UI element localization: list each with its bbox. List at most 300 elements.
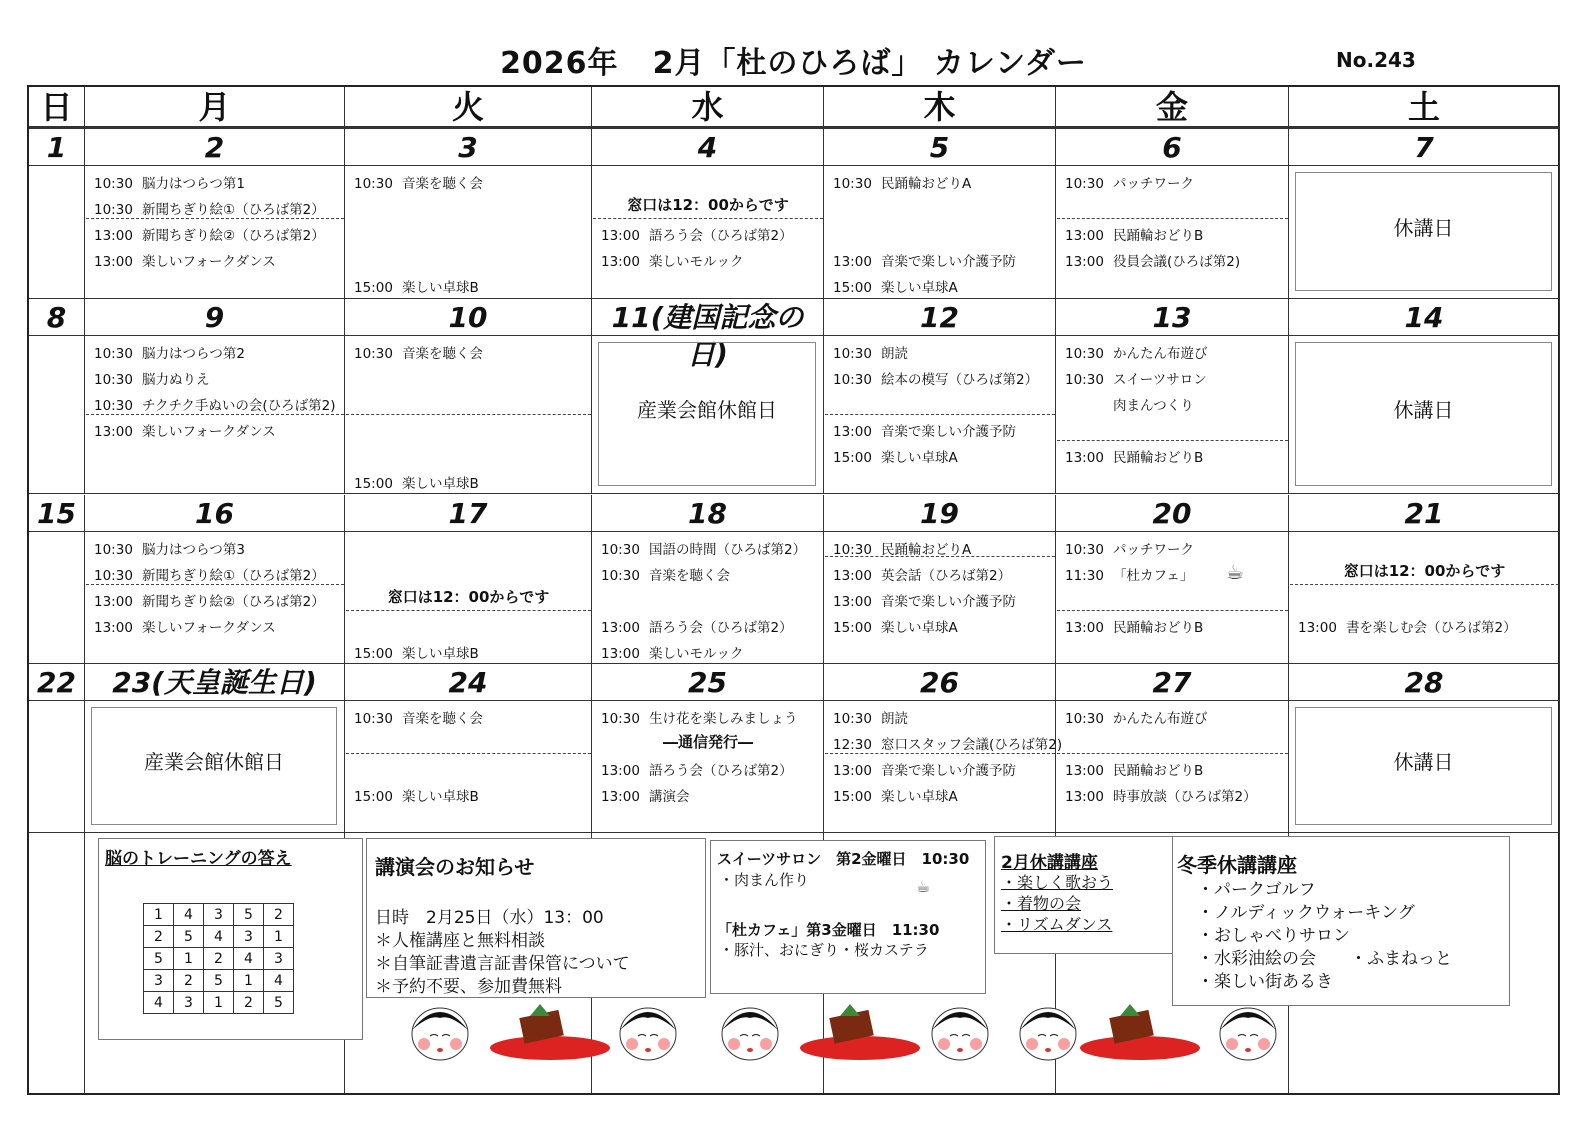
event-time: 10:30: [1065, 372, 1104, 388]
grid-cell: 3: [204, 904, 234, 926]
day-number: 27: [1152, 666, 1192, 699]
winter-item: ・ノルディックウォーキング: [1197, 903, 1415, 923]
day-number-cell: [1056, 299, 1289, 336]
day-number: 16: [195, 497, 234, 530]
session-divider: [346, 753, 591, 754]
event-item: [94, 564, 325, 584]
grid-cell: 1: [174, 948, 204, 970]
day-number: 24: [448, 666, 488, 699]
event-title: 楽しい卓球A: [881, 620, 958, 636]
event-time: 10:30: [601, 711, 640, 727]
weekday-header: 日: [29, 87, 85, 129]
day-number-cell: [824, 299, 1056, 336]
event-item: [1065, 564, 1193, 584]
event-time: 13:00: [94, 424, 133, 440]
day-number-cell: [824, 495, 1056, 532]
event-item: [94, 394, 336, 414]
event-item: [94, 224, 325, 244]
event-time: 13:00: [1065, 763, 1104, 779]
event-time: 15:00: [354, 280, 393, 296]
event-time: 10:30: [94, 202, 133, 218]
page-title: 2026年 2月「杜のひろば」 カレンダー: [500, 46, 1087, 81]
day-number-cell: [345, 664, 592, 701]
event-title: 脳力はつらつ第3: [142, 542, 245, 558]
event-item: [94, 420, 276, 440]
event-item: [1298, 616, 1517, 636]
day-number-cell: [85, 299, 345, 336]
event-time: 10:30: [601, 568, 640, 584]
day-number-cell: [345, 129, 592, 166]
day-number-cell: [592, 299, 824, 371]
event-title: 楽しいフォークダンス: [142, 254, 276, 270]
event-item: [601, 759, 793, 779]
winter-closed-box: [1172, 836, 1510, 1006]
otafuku-face-icon: [722, 1008, 778, 1060]
event-time: 13:00: [833, 424, 872, 440]
event-title: 楽しい卓球A: [881, 789, 958, 805]
event-title: 民踊輪おどりB: [1113, 620, 1204, 636]
event-time: 13:00: [601, 254, 640, 270]
grid-cell: 2: [204, 948, 234, 970]
lecture-line: ＊人権講座と無料相談: [375, 931, 545, 951]
event-title: 脳力はつらつ第2: [142, 346, 245, 362]
event-title: 音楽で楽しい介護予防: [881, 594, 1016, 610]
event-time: 13:00: [94, 228, 133, 244]
day-cell: [1289, 701, 1560, 833]
day-number: 12: [920, 301, 959, 334]
lecture-notice-box: [366, 838, 706, 998]
event-title: スイーツサロン: [1113, 372, 1207, 388]
day-number-cell: [1056, 495, 1289, 532]
grid-cell: 2: [174, 970, 204, 992]
lecture-line: 日時 2月25日（水）13：00: [375, 908, 604, 928]
winter-item: ・楽しい街あるき: [1197, 972, 1333, 992]
event-title: 肉まんつくり: [1113, 398, 1194, 414]
event-title: 新聞ちぎり絵①（ひろば第2）: [142, 202, 325, 218]
event-title: 楽しいモルック: [649, 646, 744, 662]
event-item: [1065, 224, 1203, 244]
event-item: [1065, 394, 1194, 414]
event-title: 新聞ちぎり絵①（ひろば第2）: [142, 568, 325, 584]
day-number-cell: [85, 664, 345, 701]
day-number: 21: [1404, 497, 1444, 530]
event-time: 10:30: [833, 372, 872, 388]
event-item: [94, 250, 276, 270]
closed-day-frame: 休講日: [1295, 707, 1552, 825]
event-item: [354, 707, 483, 727]
event-item: [833, 446, 958, 466]
event-title: 語ろう会（ひろば第2）: [649, 620, 793, 636]
day-number: 26: [920, 666, 959, 699]
event-time: 13:00: [1065, 450, 1104, 466]
brain-training-box: [98, 838, 363, 1040]
grid-cell: 1: [234, 970, 264, 992]
day-number: 2: [204, 131, 225, 164]
day-number: 20: [1152, 497, 1192, 530]
session-divider: [86, 414, 344, 415]
session-divider: [1057, 610, 1288, 611]
event-title: 楽しいフォークダンス: [142, 424, 276, 440]
brain-training-title: 脳のトレーニングの答え: [105, 849, 292, 869]
event-time: 13:00: [94, 594, 133, 610]
event-item: [354, 472, 479, 492]
weekday-header: 土: [1289, 87, 1560, 129]
sweets-cafe-box: [710, 840, 986, 994]
event-item: [601, 707, 798, 727]
event-title: 語ろう会（ひろば第2）: [649, 763, 793, 779]
grid-cell: 4: [144, 992, 174, 1014]
event-item: [601, 538, 806, 558]
event-title: 音楽を聴く会: [649, 568, 730, 584]
closed-day-frame: 産業会館休館日: [91, 707, 337, 825]
day-number-cell: [85, 495, 345, 532]
event-item: [833, 564, 1011, 584]
event-title: 音楽で楽しい介護予防: [881, 424, 1016, 440]
issue-number: No.243: [1336, 48, 1416, 72]
cafe-line: 「杜カフェ」第3金曜日 11:30: [717, 921, 940, 939]
day-number: 14: [1404, 301, 1444, 334]
event-title: 新聞ちぎり絵②（ひろば第2）: [142, 228, 325, 244]
event-title: 音楽を聴く会: [402, 711, 483, 727]
session-divider: [593, 218, 823, 219]
event-item: [601, 616, 793, 636]
event-time: 15:00: [833, 450, 872, 466]
event-item: [601, 564, 730, 584]
day-number: 3: [458, 131, 478, 164]
event-time: 13:00: [833, 568, 872, 584]
event-time: 10:30: [354, 176, 393, 192]
notice-text: ―通信発行―: [662, 733, 753, 751]
cafe-item: ・豚汁、おにぎり・桜カステラ: [719, 941, 929, 959]
event-title: 民踊輪おどりA: [881, 176, 972, 192]
day-number: 15: [37, 497, 76, 530]
event-item: [94, 616, 276, 636]
winter-item: ・水彩油絵の会 ・ふまねっと: [1197, 949, 1452, 969]
grid-cell: 4: [234, 948, 264, 970]
feb-closed-title: 2月休講講座: [1001, 853, 1098, 873]
grid-cell: 5: [144, 948, 174, 970]
grid-cell: 3: [144, 970, 174, 992]
event-title: 国語の時間（ひろば第2）: [649, 542, 807, 558]
event-item: [601, 642, 744, 662]
weekday-header: 木: [824, 87, 1056, 129]
event-title: かんたん布遊び: [1113, 711, 1208, 727]
event-title: 書を楽しむ会（ひろば第2）: [1346, 620, 1517, 636]
notice-text: 窓口は12：00からです: [387, 588, 550, 606]
event-item: [94, 538, 245, 558]
session-divider: [825, 414, 1055, 415]
feb-closed-item: ・楽しく歌おう: [1001, 873, 1114, 892]
day-cell: [592, 336, 824, 494]
grid-cell: 1: [204, 992, 234, 1014]
grid-cell: 2: [234, 992, 264, 1014]
event-title: 絵本の模写（ひろば第2）: [881, 372, 1039, 388]
event-time: 13:00: [601, 228, 640, 244]
closed-day-frame: 休講日: [1295, 342, 1552, 486]
event-time: 13:00: [1065, 228, 1104, 244]
day-number-cell: [29, 129, 85, 166]
event-title: 民踊輪おどりB: [1113, 450, 1204, 466]
sweets-salon-line: スイーツサロン 第2金曜日 10:30: [717, 850, 970, 868]
weekday-header: 月: [85, 87, 345, 129]
lecture-line: ＊予約不要、参加費無料: [375, 977, 562, 997]
day-cell: [85, 701, 345, 833]
day-number: 11(建国記念の日): [611, 301, 804, 371]
event-item: [833, 759, 1016, 779]
event-item: [833, 250, 1016, 270]
cup-icon: ☕: [1226, 560, 1244, 584]
event-item: [833, 276, 958, 296]
event-title: 音楽を聴く会: [402, 176, 483, 192]
event-title: 脳力ぬりえ: [142, 372, 210, 388]
grid-cell: 3: [264, 948, 294, 970]
event-time: 10:30: [94, 176, 133, 192]
event-title: 楽しいフォークダンス: [142, 620, 276, 636]
day-number: 13: [1152, 301, 1192, 334]
event-item: [833, 785, 958, 805]
event-time: 15:00: [833, 789, 872, 805]
event-time: 10:30: [94, 346, 133, 362]
grid-cell: 1: [144, 904, 174, 926]
weekday-header: 水: [592, 87, 824, 129]
event-time: 13:00: [94, 254, 133, 270]
grid-cell: 2: [144, 926, 174, 948]
event-time: 13:00: [833, 763, 872, 779]
event-time: 10:30: [1065, 176, 1104, 192]
event-time: 10:30: [354, 346, 393, 362]
event-title: 音楽を聴く会: [402, 346, 483, 362]
otafuku-face-icon: [1220, 1008, 1276, 1060]
day-number: 22: [37, 666, 76, 699]
session-divider: [86, 218, 344, 219]
weekday-header: 金: [1056, 87, 1289, 129]
event-time: 10:30: [94, 568, 133, 584]
event-time: 15:00: [354, 476, 393, 492]
day-number-cell: [345, 495, 592, 532]
day-number: 23(天皇誕生日): [112, 666, 317, 699]
day-number-cell: [592, 129, 824, 166]
notice-text: 窓口は12：00からです: [1343, 562, 1506, 580]
event-item: [1065, 538, 1194, 558]
session-divider: [1057, 753, 1288, 754]
feb-closed-box: [994, 836, 1178, 954]
day-number: 19: [920, 497, 959, 530]
day-cell: [1289, 336, 1560, 494]
event-title: 音楽で楽しい介護予防: [881, 763, 1016, 779]
day-number: 4: [697, 131, 718, 164]
event-time: 10:30: [1065, 711, 1104, 727]
event-time: 13:00: [833, 254, 872, 270]
day-number: 10: [448, 301, 488, 334]
day-number: 9: [204, 301, 225, 334]
session-divider: [1057, 440, 1288, 441]
event-item: [1065, 446, 1203, 466]
lecture-title: 講演会のお知らせ: [375, 855, 535, 879]
event-item: [833, 368, 1038, 388]
grid-cell: 3: [174, 992, 204, 1014]
day-cell: [29, 166, 85, 299]
day-number-cell: [1289, 299, 1560, 336]
event-title: 朗読: [881, 346, 908, 362]
grid-cell: 1: [264, 926, 294, 948]
event-title: 楽しい卓球A: [881, 280, 958, 296]
grid-cell: 5: [234, 904, 264, 926]
empty-cell: [29, 833, 85, 1093]
event-time: 13:00: [601, 789, 640, 805]
event-time: 13:00: [1298, 620, 1337, 636]
day-cell: [1289, 532, 1560, 664]
otafuku-face-icon: [1020, 1008, 1076, 1060]
event-title: 民踊輪おどりB: [1113, 763, 1204, 779]
grid-cell: 4: [264, 970, 294, 992]
grid-cell: 5: [264, 992, 294, 1014]
event-title: 「杜カフェ」: [1113, 568, 1194, 584]
day-number-cell: [1289, 495, 1560, 532]
event-time: 10:30: [833, 542, 872, 558]
event-item: [94, 172, 245, 192]
event-title: 楽しい卓球A: [881, 450, 958, 466]
grid-cell: 2: [264, 904, 294, 926]
event-time: 10:30: [833, 711, 872, 727]
event-time: 13:00: [1065, 789, 1104, 805]
grid-cell: 4: [174, 904, 204, 926]
session-divider: [1290, 584, 1559, 585]
event-time: 15:00: [354, 789, 393, 805]
event-time: 10:30: [833, 176, 872, 192]
event-time: 10:30: [1065, 542, 1104, 558]
day-number-cell: [29, 299, 85, 336]
answer-grid: [143, 903, 294, 1014]
event-title: 新聞ちぎり絵②（ひろば第2）: [142, 594, 325, 610]
event-item: [833, 733, 1062, 753]
event-item: [833, 342, 908, 362]
session-divider: [1057, 218, 1288, 219]
feb-closed-item: ・リズムダンス: [1001, 915, 1113, 934]
event-time: 13:00: [833, 594, 872, 610]
event-time: 13:00: [601, 646, 640, 662]
session-divider: [86, 584, 344, 585]
day-cell: [1289, 166, 1560, 299]
day-cell: [29, 336, 85, 494]
event-title: 民踊輪おどりA: [881, 542, 972, 558]
closed-day-frame: 産業会館休館日: [598, 342, 816, 486]
event-item: [601, 224, 793, 244]
event-item: [1065, 616, 1203, 636]
sweets-item: ・肉まん作り: [719, 871, 810, 889]
day-number: 17: [448, 497, 488, 530]
event-title: 窓口スタッフ会議(ひろば第2): [881, 737, 1063, 753]
weekday-header: 火: [345, 87, 592, 129]
event-item: [354, 785, 479, 805]
grid-cell: 4: [204, 926, 234, 948]
session-divider: [825, 556, 1055, 557]
hina-doll-icon: [800, 1004, 920, 1060]
closed-day-frame: 休講日: [1295, 172, 1552, 291]
day-number-cell: [1289, 664, 1560, 701]
event-title: 朗読: [881, 711, 908, 727]
event-title: パッチワーク: [1113, 542, 1194, 558]
grid-cell: 5: [174, 926, 204, 948]
event-title: 楽しい卓球B: [402, 646, 479, 662]
event-title: 楽しい卓球B: [402, 280, 479, 296]
event-title: 音楽で楽しい介護予防: [881, 254, 1016, 270]
event-time: 15:00: [354, 646, 393, 662]
otafuku-face-icon: [412, 1008, 468, 1060]
event-item: [833, 707, 908, 727]
event-item: [1065, 759, 1203, 779]
event-item: [1065, 172, 1194, 192]
event-item: [94, 368, 210, 388]
event-time: 10:30: [1065, 346, 1104, 362]
day-number: 1: [46, 131, 67, 164]
event-time: 13:00: [94, 620, 133, 636]
event-time: 13:00: [1065, 254, 1104, 270]
day-number-cell: [592, 664, 824, 701]
grid-cell: 5: [204, 970, 234, 992]
grid-cell: 3: [234, 926, 264, 948]
event-item: [601, 250, 744, 270]
lecture-line: ＊自筆証書遺言証書保管について: [375, 954, 630, 974]
winter-item: ・パークゴルフ: [1197, 880, 1316, 900]
event-time: 10:30: [94, 542, 133, 558]
event-item: [94, 590, 325, 610]
event-title: 脳力はつらつ第1: [142, 176, 245, 192]
event-item: [354, 172, 483, 192]
day-number-cell: [824, 129, 1056, 166]
day-number-cell: [85, 129, 345, 166]
session-divider: [825, 753, 1055, 754]
event-time: 12:30: [833, 737, 872, 753]
event-item: [354, 642, 479, 662]
event-time: 10:30: [601, 542, 640, 558]
day-number-cell: [824, 664, 1056, 701]
event-item: [354, 276, 479, 296]
day-number: 28: [1404, 666, 1444, 699]
day-number-cell: [29, 664, 85, 701]
event-time: 10:30: [94, 372, 133, 388]
event-title: 民踊輪おどりB: [1113, 228, 1204, 244]
event-title: 楽しいモルック: [649, 254, 744, 270]
day-number-cell: [29, 495, 85, 532]
event-item: [833, 616, 958, 636]
event-time: 13:00: [601, 763, 640, 779]
event-time: 13:00: [1065, 620, 1104, 636]
day-number-cell: [1056, 129, 1289, 166]
event-title: 講演会: [649, 789, 690, 805]
event-time: 13:00: [601, 620, 640, 636]
winter-item: ・おしゃべりサロン: [1197, 926, 1350, 946]
otafuku-face-icon: [620, 1008, 676, 1060]
event-time: 10:30: [94, 398, 133, 414]
winter-closed-title: 冬季休講講座: [1177, 853, 1297, 877]
event-title: 英会話（ひろば第2）: [881, 568, 1012, 584]
day-number: 18: [688, 497, 727, 530]
event-title: 生け花を楽しみましょう: [649, 711, 798, 727]
decorative-illustration: [400, 998, 1300, 1062]
event-item: [601, 785, 690, 805]
hina-doll-icon: [490, 1004, 610, 1060]
otafuku-face-icon: [932, 1008, 988, 1060]
event-item: [1065, 368, 1207, 388]
event-item: [94, 198, 325, 218]
feb-closed-item: ・着物の会: [1001, 894, 1082, 913]
event-item: [94, 342, 245, 362]
event-title: 時事放談（ひろば第2）: [1113, 789, 1257, 805]
event-item: [833, 590, 1016, 610]
session-divider: [346, 610, 591, 611]
day-number: 7: [1414, 131, 1434, 164]
event-item: [833, 538, 971, 558]
